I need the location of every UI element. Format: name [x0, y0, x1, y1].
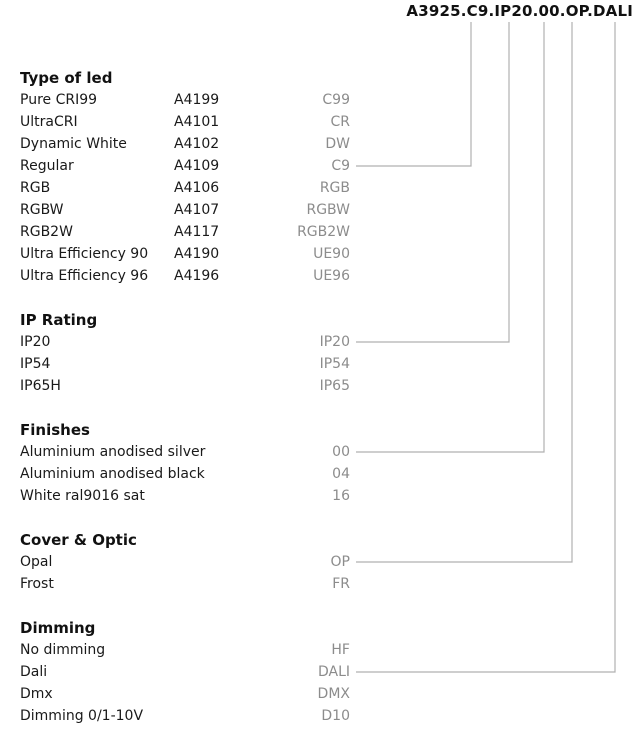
option-suffix: DW: [325, 136, 350, 152]
connector-optic: [356, 22, 572, 562]
option-suffix: 00: [332, 444, 350, 460]
option-ref: A4101: [174, 114, 220, 130]
option-name: Dimming 0/1-10V: [20, 708, 144, 724]
option-suffix: D10: [321, 708, 350, 724]
section-title: Finishes: [20, 421, 90, 439]
option-name: Regular: [20, 158, 74, 174]
connector-dimming: [356, 22, 615, 672]
option-suffix: IP54: [319, 356, 350, 372]
option-name: No dimming: [20, 642, 106, 658]
option-name: Ultra Efficiency 90: [20, 246, 149, 262]
option-ref: A4106: [174, 180, 220, 196]
option-suffix: RGBW: [306, 202, 350, 218]
option-name: Ultra Efficiency 96: [20, 268, 149, 284]
option-name: IP54: [20, 356, 51, 372]
section-title: Cover & Optic: [20, 531, 137, 549]
option-ref: A4199: [174, 92, 220, 108]
option-name: RGB2W: [20, 224, 73, 240]
option-suffix: 04: [332, 466, 350, 482]
option-suffix: IP65: [319, 378, 350, 394]
option-name: Aluminium anodised black: [20, 466, 205, 482]
option-name: Aluminium anodised silver: [20, 444, 206, 460]
option-suffix: HF: [331, 642, 350, 658]
section-title: IP Rating: [20, 311, 98, 329]
option-ref: A4190: [174, 246, 220, 262]
option-name: IP20: [20, 334, 51, 350]
option-name: Dynamic White: [20, 136, 127, 152]
option-suffix: C9: [331, 158, 350, 174]
option-ref: A4196: [174, 268, 220, 284]
option-suffix: RGB2W: [297, 224, 350, 240]
option-ref: A4102: [174, 136, 220, 152]
option-suffix: 16: [332, 488, 350, 504]
option-name: Dmx: [20, 686, 53, 702]
section-title: Dimming: [20, 619, 96, 637]
option-name: Frost: [20, 576, 54, 592]
connector-ip: [356, 22, 509, 342]
option-suffix: OP: [330, 554, 350, 570]
option-suffix: DMX: [317, 686, 350, 702]
option-suffix: FR: [332, 576, 350, 592]
option-suffix: DALI: [317, 664, 350, 680]
option-ref: A4117: [174, 224, 220, 240]
option-ref: A4107: [174, 202, 220, 218]
option-name: Dali: [20, 664, 48, 680]
option-ref: A4109: [174, 158, 220, 174]
option-suffix: C99: [322, 92, 350, 108]
option-suffix: IP20: [319, 334, 350, 350]
connector-led: [356, 22, 471, 166]
option-name: IP65H: [20, 378, 61, 394]
option-suffix: UE96: [313, 268, 350, 284]
option-suffix: RGB: [319, 180, 350, 196]
option-suffix: CR: [330, 114, 350, 130]
option-name: White ral9016 sat: [20, 488, 145, 504]
option-suffix: UE90: [313, 246, 350, 262]
option-name: Pure CRI99: [20, 92, 98, 108]
product-code: A3925.C9.IP20.00.OP.DALI: [406, 2, 633, 20]
section-title: Type of led: [20, 69, 113, 87]
option-name: RGBW: [20, 202, 64, 218]
connector-finish: [356, 22, 544, 452]
option-name: UltraCRI: [20, 114, 78, 130]
option-name: RGB: [20, 180, 51, 196]
option-name: Opal: [20, 554, 53, 570]
